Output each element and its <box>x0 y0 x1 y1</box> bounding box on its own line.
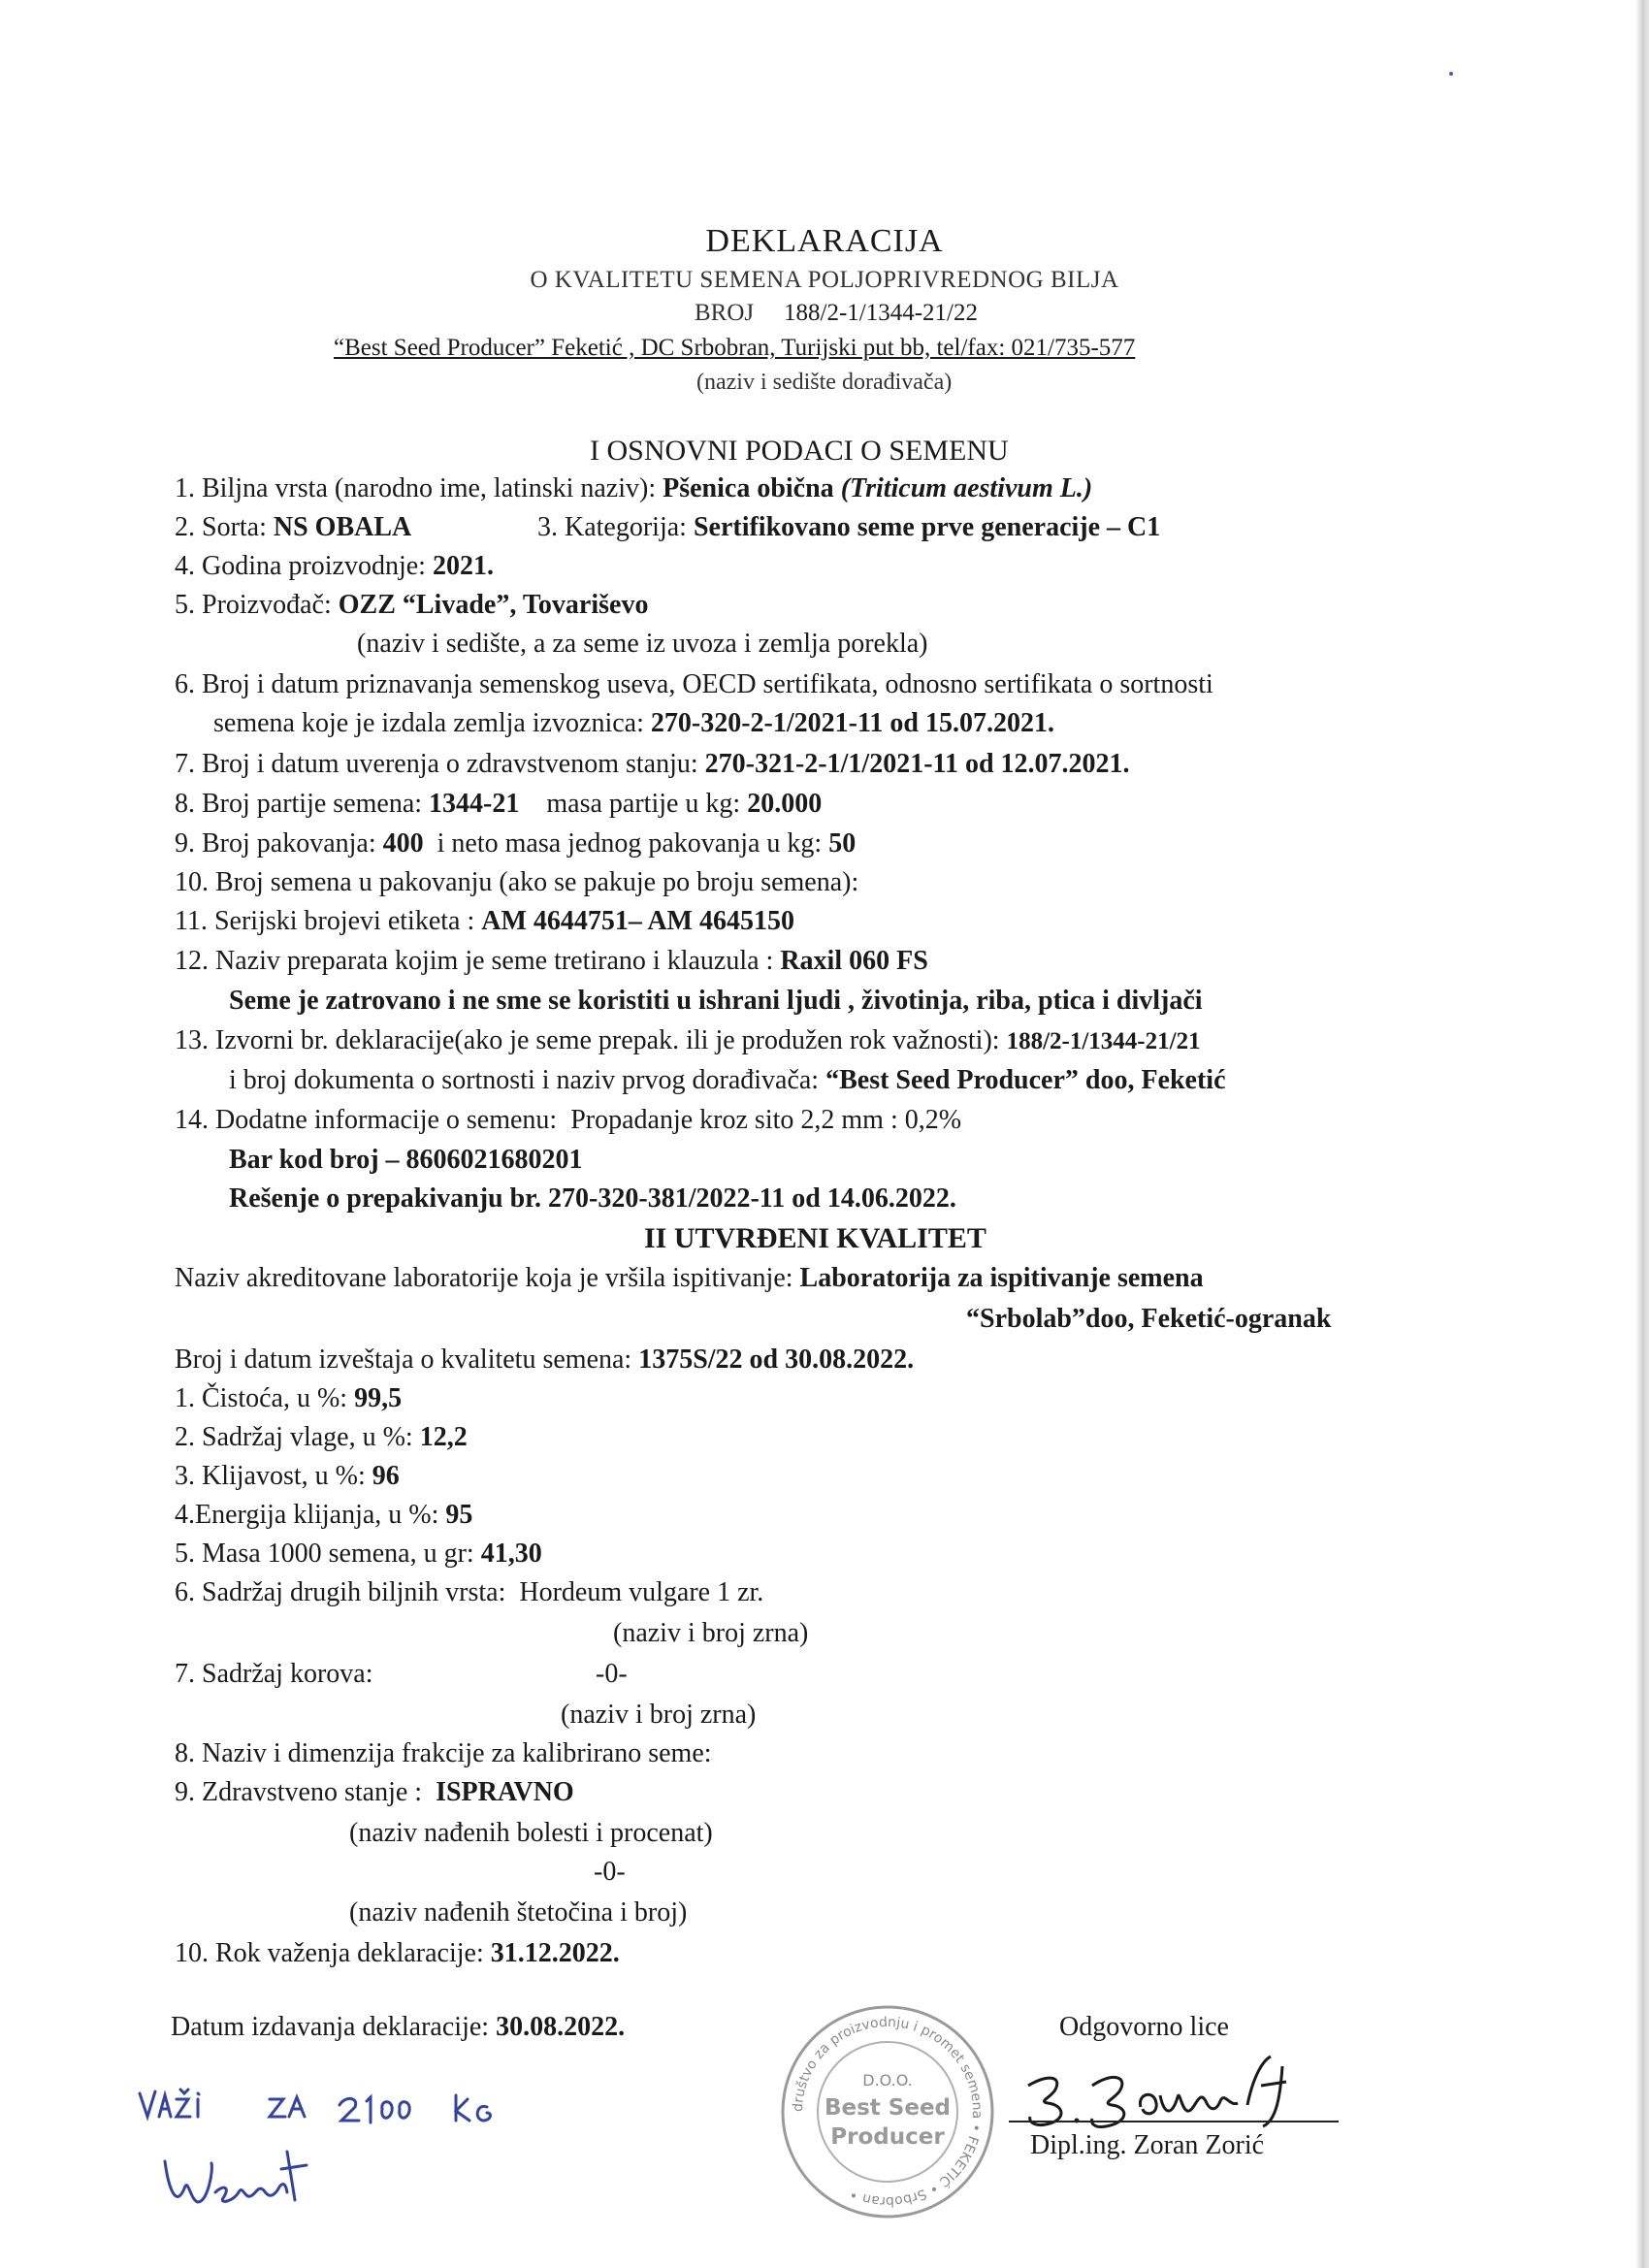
item-10: 10. Broj semena u pakovanju (ako se pakuje po broju semena): <box>175 867 859 897</box>
broj-value: 188/2-1/1344-21/22 <box>784 300 978 326</box>
broj-label: BROJ <box>695 300 755 326</box>
lab-line2: “Srbolab”doo, Feketić-ogranak <box>966 1304 1332 1334</box>
item-5: 5. Proizvođač: OZZ “Livade”, Tovariševo <box>175 590 649 620</box>
item-14-decision: Rešenje o prepakivanju br. 270-320-381/2022-11 od 14.06.2022. <box>229 1183 956 1214</box>
quality-4: 4.Energija klijanja, u %: 95 <box>175 1500 473 1530</box>
quality-2: 2. Sadržaj vlage, u %: 12,2 <box>175 1422 468 1452</box>
item-6-line1: 6. Broj i datum priznavanja semenskog useva, OECD sertifikata, odnosno sertifikata o sortnosti <box>175 669 1213 699</box>
quality-8: 8. Naziv i dimenzija frakcije za kalibrirano seme: <box>175 1738 712 1768</box>
quality-3: 3. Klijavost, u %: 96 <box>175 1461 400 1491</box>
item-12: 12. Naziv preparata kojim je seme tretirano i klauzula : Raxil 060 FS <box>175 946 928 976</box>
item-14: 14. Dodatne informacije o semenu: Propadanje kroz sito 2,2 mm : 0,2% <box>175 1105 962 1135</box>
stamp-doo: D.O.O. <box>862 2071 913 2090</box>
quality-7-note: (naziv i broj zrna) <box>561 1700 757 1730</box>
doc-title: DEKLARACIJA <box>705 223 944 259</box>
item-13-line2: i broj dokumenta o sortnosti i naziv prvog dorađivača: “Best Seed Producer” doo, Feketić <box>229 1065 1226 1095</box>
quality-6-note: (naziv i broj zrna) <box>613 1618 809 1648</box>
item-6-line2: semena koje je izdala zemlja izvoznica: 270-320-2-1/2021-11 od 15.07.2021. <box>213 708 1054 738</box>
quality-7-value: -0- <box>596 1659 628 1689</box>
quality-6: 6. Sadržaj drugih biljnih vrsta: Hordeum vulgare 1 zr. <box>175 1577 764 1607</box>
quality-9-value2: -0- <box>594 1857 626 1887</box>
item-13: 13. Izvorni br. deklaracije(ako je seme prepak. ili je produžen rok važnosti): 188/2-1/1344-21/21 <box>175 1025 1201 1055</box>
lab-line1: Naziv akreditovane laboratorije koja je vršila ispitivanje: Laboratorija za ispitivanje semena <box>175 1263 1204 1293</box>
handwritten-note <box>126 2084 534 2229</box>
stamp-line2: Producer <box>830 2124 945 2150</box>
company-stamp <box>776 2000 999 2223</box>
item-14-barcode: Bar kod broj – 8606021680201 <box>229 1145 583 1175</box>
item-5-note: (naziv i sedište, a za seme iz uvoza i zemlja porekla) <box>357 629 928 659</box>
responsible-name: Dipl.ing. Zoran Zorić <box>1030 2130 1265 2160</box>
item-1: 1. Biljna vrsta (narodno ime, latinski naziv): Pšenica obična (Triticum aestivum L.) <box>175 473 1093 503</box>
item-9: 9. Broj pakovanja: 400 i neto masa jednog pakovanja u kg: 50 <box>175 828 857 859</box>
item-3: 3. Kategorija: Sertifikovano seme prve generacije – C1 <box>537 512 1161 542</box>
quality-7-label: 7. Sadržaj korova: <box>175 1659 373 1689</box>
doc-subtitle: O KVALITETU SEMENA POLJOPRIVREDNOG BILJA <box>530 267 1119 293</box>
quality-5: 5. Masa 1000 semena, u gr: 41,30 <box>175 1539 542 1569</box>
signature-line <box>1009 2121 1339 2122</box>
item-4: 4. Godina proizvodnje: 2021. <box>175 551 494 581</box>
processor-info: “Best Seed Producer” Feketić , DC Srbobran, Turijski put bb, tel/fax: 021/735-577 <box>334 335 1136 361</box>
item-7: 7. Broj i datum uverenja o zdravstvenom stanju: 270-321-2-1/1/2021-11 od 12.07.2021. <box>175 749 1130 779</box>
quality-9-note1: (naziv nađenih bolesti i procenat) <box>349 1818 713 1848</box>
quality-1: 1. Čistoća, u %: 99,5 <box>175 1383 403 1413</box>
stamp-ring-text: društvo za proizvodnju i promet semena • FEKETIĆ • Srbobran • <box>790 2014 986 2210</box>
scan-edge <box>1635 0 1649 2268</box>
report-line: Broj i datum izveštaja o kvalitetu semena: 1375S/22 od 30.08.2022. <box>175 1345 915 1375</box>
item-12-warning: Seme je zatrovano i ne sme se koristiti u ishrani ljudi , životinja, riba, ptica i divljači <box>229 986 1203 1016</box>
quality-9: 9. Zdravstveno stanje : ISPRAVNO <box>175 1777 574 1807</box>
stamp-line1: Best Seed <box>824 2095 952 2121</box>
issue-date: Datum izdavanja deklaracije: 30.08.2022. <box>171 2012 626 2042</box>
item-11: 11. Serijski brojevi etiketa : AM 4644751– AM 4645150 <box>175 906 794 936</box>
section1-title: I OSNOVNI PODACI O SEMENU <box>590 435 1009 467</box>
item-8: 8. Broj partije semena: 1344-21 masa partije u kg: 20.000 <box>175 789 823 819</box>
item-2: 2. Sorta: NS OBALA <box>175 512 412 542</box>
responsible-label: Odgovorno lice <box>1059 2012 1229 2042</box>
processor-note: (naziv i sedište dorađivača) <box>696 370 953 395</box>
quality-9-note2: (naziv nađenih štetočina i broj) <box>349 1897 688 1928</box>
quality-10: 10. Rok važenja deklaracije: 31.12.2022. <box>175 1938 620 1968</box>
section2-title: II UTVRĐENI KVALITET <box>644 1222 986 1254</box>
scan-speck <box>1449 72 1453 76</box>
